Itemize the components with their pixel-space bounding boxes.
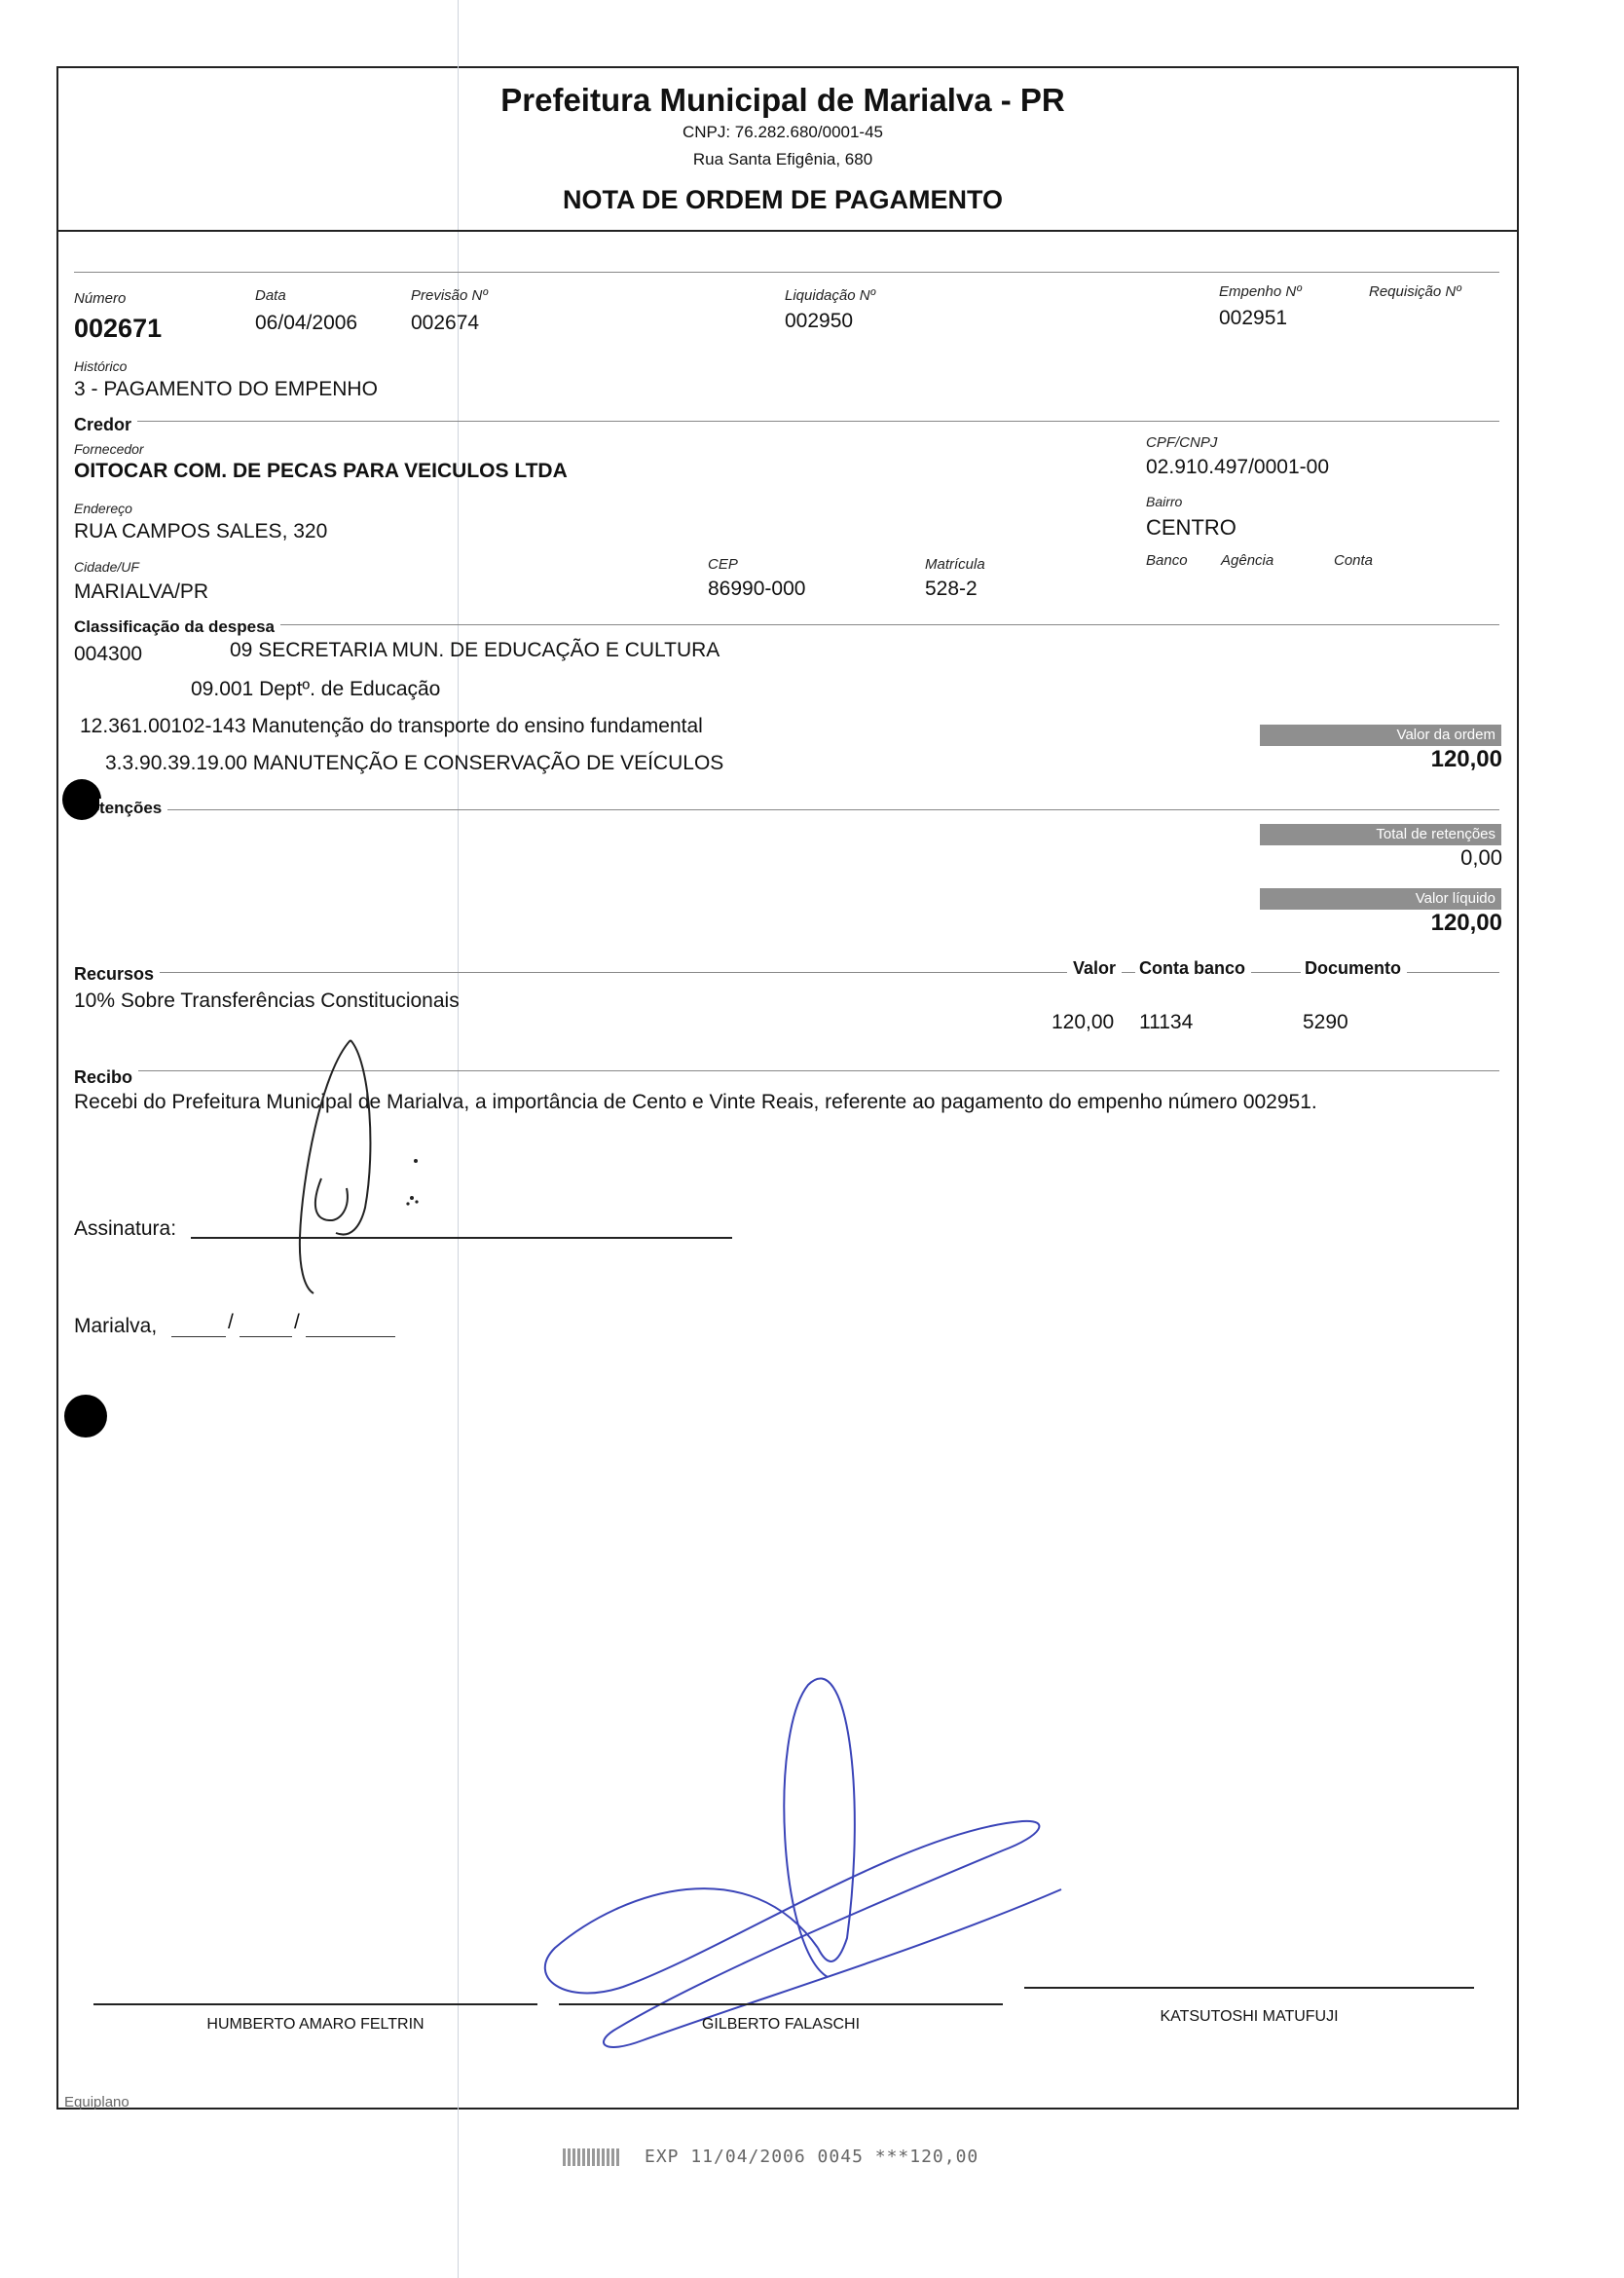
cidade-label: Cidade/UF	[74, 559, 139, 575]
document-title: NOTA DE ORDEM DE PAGAMENTO	[562, 185, 1003, 214]
data-value: 06/04/2006	[255, 312, 358, 334]
previsao-value: 002674	[411, 312, 480, 334]
valor-liquido-bar: Valor líquido	[1260, 888, 1501, 910]
date-blank-month	[240, 1336, 292, 1337]
issuer-cnpj: CNPJ: 76.282.680/0001-45	[682, 123, 884, 141]
secretaria-value: 09 SECRETARIA MUN. DE EDUCAÇÃO E CULTURA	[230, 639, 720, 661]
local-label: Marialva,	[74, 1315, 158, 1337]
credor-section: Credor	[74, 415, 137, 435]
total-retencoes-value: 0,00	[1460, 845, 1502, 870]
numero-label: Número	[74, 290, 127, 307]
cep-label: CEP	[708, 556, 738, 573]
issuer-title: Prefeitura Municipal de Marialva - PR	[500, 82, 1065, 118]
historico-label: Histórico	[74, 358, 128, 374]
program-value: 12.361.00102-143 Manutenção do transporte do ensino fundamental	[80, 715, 703, 737]
numero-value: 002671	[74, 314, 163, 343]
punch-hole-top	[62, 779, 101, 820]
dept-value: 09.001 Deptº. de Educação	[191, 678, 441, 700]
matricula-value: 528-2	[925, 578, 978, 600]
signature-line-3	[1024, 1987, 1474, 1989]
banco-label: Banco	[1146, 552, 1188, 569]
recipient-signature-drawing	[282, 1032, 438, 1295]
cidade-value: MARIALVA/PR	[74, 580, 209, 603]
total-retencoes-bar: Total de retenções	[1260, 824, 1501, 845]
endereco-value: RUA CAMPOS SALES, 320	[74, 520, 328, 542]
punch-hole-bottom	[64, 1395, 107, 1438]
recursos-section: Recursos	[74, 964, 160, 985]
recursos-documento-label: Documento	[1301, 958, 1407, 979]
assinatura-line	[191, 1237, 732, 1239]
date-slash-2: /	[294, 1311, 300, 1333]
liquidacao-label: Liquidação Nº	[785, 287, 876, 304]
classificacao-rule	[74, 624, 1499, 625]
liquidacao-value: 002950	[785, 310, 854, 332]
retencoes-rule	[74, 809, 1499, 810]
signature-line-2	[559, 2003, 1003, 2005]
recursos-conta-label: Conta banco	[1135, 958, 1251, 979]
recibo-text: Recebi do Prefeitura Municipal de Marialva, a importância de Cento e Vinte Reais, referente ao pagamento do empenho número 002951.	[74, 1091, 1317, 1113]
footer-brand: Equiplano	[64, 2094, 129, 2110]
recursos-description: 10% Sobre Transferências Constitucionais	[74, 990, 460, 1012]
credor-rule	[74, 421, 1499, 422]
element-value: 3.3.90.39.19.00 MANUTENÇÃO E CONSERVAÇÃO DE VEÍCULOS	[105, 752, 724, 774]
assinatura-label: Assinatura:	[74, 1217, 177, 1240]
signatory-2: GILBERTO FALASCHI	[701, 2016, 861, 2033]
signatory-3: KATSUTOSHI MATUFUJI	[1160, 2008, 1339, 2025]
ids-divider	[74, 272, 1499, 273]
bank-stamp-logo	[563, 2148, 619, 2166]
valor-ordem-value: 120,00	[1430, 746, 1502, 772]
historico-value: 3 - PAGAMENTO DO EMPENHO	[74, 378, 378, 400]
retencoes-section: tenções	[99, 799, 167, 818]
recursos-valor-label: Valor	[1067, 958, 1122, 979]
bank-stamp: EXP 11/04/2006 0045 ***120,00	[645, 2147, 979, 2167]
signature-line-1	[93, 2003, 537, 2005]
previsao-label: Previsão Nº	[411, 287, 488, 304]
agencia-label: Agência	[1221, 552, 1274, 569]
cpf-value: 02.910.497/0001-00	[1146, 456, 1330, 478]
classificacao-section: Classificação da despesa	[74, 617, 280, 637]
recursos-conta: 11134	[1139, 1011, 1194, 1033]
fornecedor-label: Fornecedor	[74, 441, 144, 457]
recibo-section: Recibo	[74, 1067, 138, 1088]
data-label: Data	[255, 287, 286, 304]
date-slash-1: /	[228, 1311, 234, 1333]
valor-liquido-value: 120,00	[1430, 910, 1502, 936]
valor-ordem-bar: Valor da ordem	[1260, 725, 1501, 746]
recursos-valor: 120,00	[1052, 1011, 1115, 1033]
empenho-label: Empenho Nº	[1219, 283, 1302, 300]
bairro-label: Bairro	[1146, 494, 1183, 509]
header-divider	[56, 230, 1517, 232]
empenho-value: 002951	[1219, 307, 1288, 329]
endereco-label: Endereço	[74, 501, 132, 516]
fornecedor-value: OITOCAR COM. DE PECAS PARA VEICULOS LTDA	[74, 460, 568, 482]
cpf-label: CPF/CNPJ	[1146, 434, 1218, 451]
recursos-rule	[74, 972, 1499, 973]
conta-label: Conta	[1334, 552, 1374, 569]
signatory-1: HUMBERTO AMARO FELTRIN	[206, 2016, 424, 2033]
date-blank-year	[306, 1336, 395, 1337]
scan-crease	[458, 0, 459, 2278]
bairro-value: CENTRO	[1146, 515, 1236, 540]
requisicao-label: Requisição Nº	[1369, 283, 1461, 300]
issuer-address: Rua Santa Efigênia, 680	[692, 150, 873, 168]
cep-value: 86990-000	[708, 578, 806, 600]
classificacao-code: 004300	[74, 643, 143, 665]
matricula-label: Matrícula	[925, 556, 985, 573]
recursos-documento: 5290	[1303, 1011, 1348, 1033]
date-blank-day	[171, 1336, 226, 1337]
